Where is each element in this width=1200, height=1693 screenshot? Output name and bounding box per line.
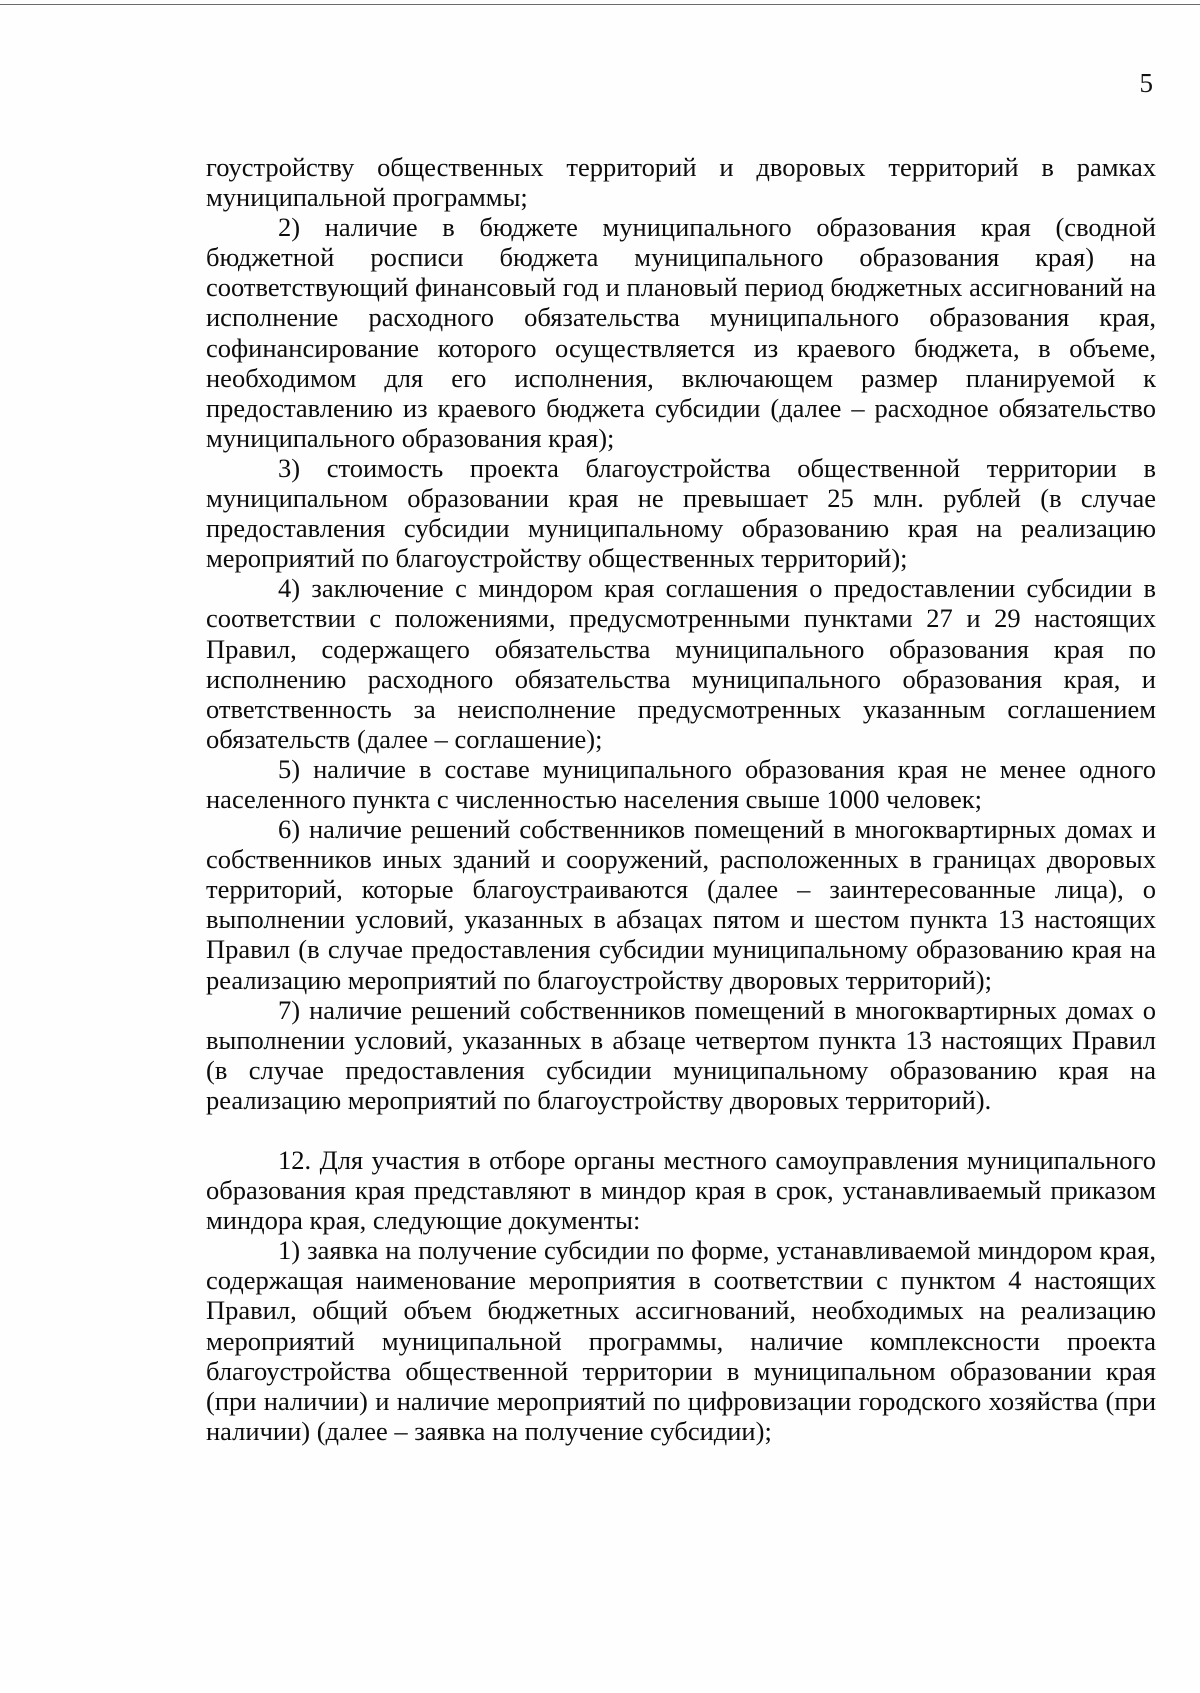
paragraph-item-7: 7) наличие решений собственников помещений в многоквартирных домах о выполнении условий, указанных в абзаце четвертом пункта 13 настоящих Правил (в случае предоставления субсидии муниципальному образованию края на реализацию мероприятий по благоустройству дворовых территорий).	[206, 994, 1156, 1115]
paragraph-item-4: 4) заключение с миндором края соглашения о предоставлении субсидии в соответствии с положениями, предусмотренными пунктами 27 и 29 настоящих Правил, содержащего обязательства муниципального образования края по исполнению расходного обязательства муниципального образования края, и ответственность за неисполнение предусмотренных указанным соглашением обязательств (далее – соглашение);	[206, 573, 1156, 754]
paragraph-item-5: 5) наличие в составе муниципального образования края не менее одного населенного пункта с численностью населения свыше 1000 человек;	[206, 753, 1156, 814]
top-border-line	[0, 4, 1200, 5]
paragraph-section-12-item-1: 1) заявка на получение субсидии по форме, устанавливаемой миндором края, содержащая наименование мероприятия в соответствии с пунктом 4 настоящих Правил, общий объем бюджетных ассигнований, необходимых на реализацию мероприятий муниципальной программы, наличие комплексности проекта благоустройства общественной территории в муниципальном образовании края (при наличии) и наличие мероприятий по цифровизации городского хозяйства (при наличии) (далее – заявка на получение субсидии);	[206, 1235, 1156, 1446]
document-body	[206, 152, 1156, 1446]
paragraph-continuation: гоустройству общественных территорий и дворовых территорий в рамках муниципальной программы;	[206, 152, 1156, 213]
paragraph-item-6: 6) наличие решений собственников помещений в многоквартирных домах и собственников иных зданий и сооружений, расположенных в границах дворовых территорий, которые благоустраиваются (далее – заинтересованные лица), о выполнении условий, указанных в абзацах пятом и шестом пункта 13 настоящих Правил (в случае предоставления субсидии муниципальному образованию края на реализацию мероприятий по благоустройству дворовых территорий);	[206, 814, 1156, 995]
paragraph-item-2: 2) наличие в бюджете муниципального образования края (сводной бюджетной росписи бюджета муниципального образования края) на соответствующий финансовый год и плановый период бюджетных ассигнований на исполнение расходного обязательства муниципального образования края, софинансирование которого осуществляется из краевого бюджета, в объеме, необходимом для его исполнения, включающем размер планируемой к предоставлению из краевого бюджета субсидии (далее – расходное обязательство муниципального образования края);	[206, 212, 1156, 453]
page-number: 5	[1139, 68, 1153, 98]
paragraph-section-12: 12. Для участия в отборе органы местного самоуправления муниципального образования края представляют в миндор края в срок, устанавливаемый приказом миндора края, следующие документы:	[206, 1145, 1156, 1236]
paragraph-item-3: 3) стоимость проекта благоустройства общественной территории в муниципальном образовании края не превышает 25 млн. рублей (в случае предоставления субсидии муниципальному образованию края на реализацию мероприятий по благоустройству общественных территорий);	[206, 452, 1156, 574]
